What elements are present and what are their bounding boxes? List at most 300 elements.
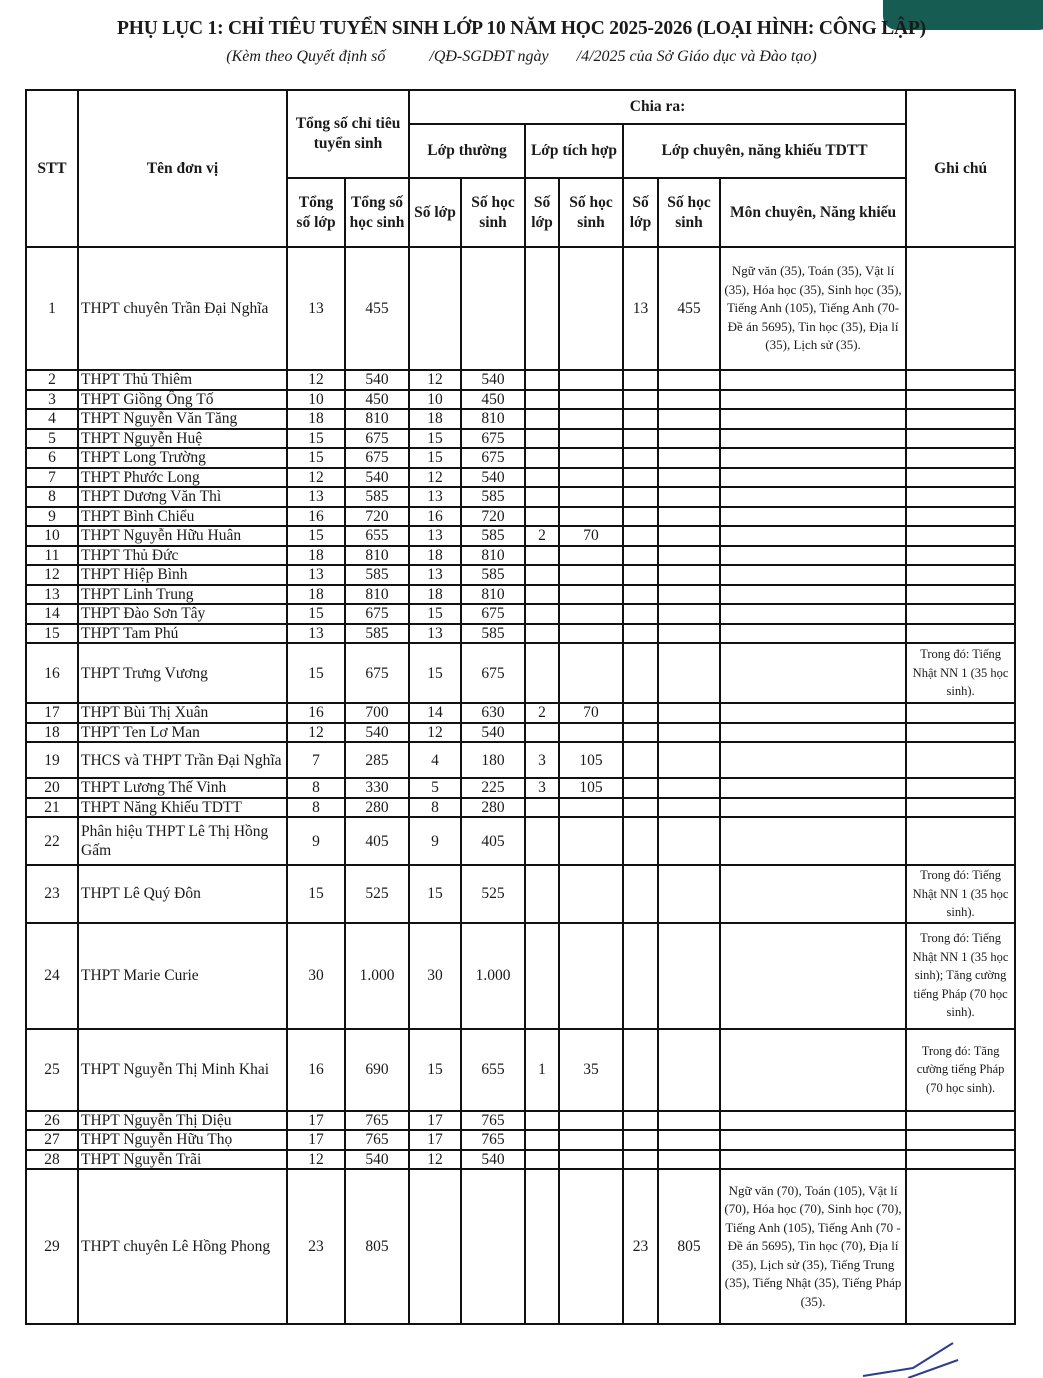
cell-stt: 10	[26, 526, 78, 546]
header-stt: STT	[26, 90, 78, 247]
cell-regular-students: 450	[461, 390, 525, 410]
cell-specialized-classes	[623, 487, 658, 507]
cell-total-students: 675	[345, 448, 409, 468]
cell-stt: 14	[26, 604, 78, 624]
cell-integrated-classes	[525, 448, 559, 468]
cell-integrated-classes	[525, 390, 559, 410]
cell-total-students: 585	[345, 624, 409, 644]
cell-unit-name: THPT Trưng Vương	[78, 643, 287, 703]
cell-stt: 21	[26, 798, 78, 818]
cell-regular-classes: 16	[409, 507, 461, 527]
cell-unit-name: THPT Nguyễn Văn Tăng	[78, 409, 287, 429]
cell-unit-name: THPT Nguyễn Thị Diệu	[78, 1111, 287, 1131]
document-title: PHỤ LỤC 1: CHỈ TIÊU TUYỂN SINH LỚP 10 NĂM HỌC 2025-2026 (LOẠI HÌNH: CÔNG LẬP)	[117, 18, 926, 39]
cell-total-students: 810	[345, 585, 409, 605]
cell-integrated-classes	[525, 865, 559, 923]
cell-unit-name: THPT chuyên Lê Hồng Phong	[78, 1169, 287, 1324]
cell-unit-name: THPT Lê Quý Đôn	[78, 865, 287, 923]
cell-total-students: 330	[345, 778, 409, 798]
cell-specialized-classes	[623, 526, 658, 546]
cell-specialized-students	[658, 723, 720, 743]
cell-integrated-students	[559, 798, 623, 818]
cell-specialized-subjects	[720, 468, 906, 488]
cell-specialized-students	[658, 604, 720, 624]
header-notes: Ghi chú	[906, 90, 1015, 247]
cell-regular-classes: 18	[409, 546, 461, 566]
cell-total-students: 455	[345, 247, 409, 370]
table-row	[26, 247, 1015, 370]
cell-regular-students: 180	[461, 742, 525, 778]
signature-mark	[853, 1338, 973, 1378]
cell-regular-classes: 12	[409, 468, 461, 488]
cell-total-students: 285	[345, 742, 409, 778]
cell-notes	[906, 390, 1015, 410]
cell-total-classes: 8	[287, 778, 345, 798]
cell-regular-classes: 18	[409, 409, 461, 429]
cell-specialized-classes	[623, 370, 658, 390]
cell-total-students: 280	[345, 798, 409, 818]
cell-integrated-students	[559, 448, 623, 468]
cell-total-classes: 13	[287, 487, 345, 507]
cell-specialized-classes	[623, 624, 658, 644]
cell-specialized-subjects	[720, 604, 906, 624]
table-row	[26, 390, 1015, 410]
cell-total-classes: 15	[287, 429, 345, 449]
cell-stt: 17	[26, 703, 78, 723]
cell-regular-students: 675	[461, 448, 525, 468]
cell-regular-students: 810	[461, 585, 525, 605]
cell-integrated-students	[559, 409, 623, 429]
cell-unit-name: THPT Tam Phú	[78, 624, 287, 644]
cell-total-classes: 30	[287, 923, 345, 1029]
cell-total-classes: 16	[287, 703, 345, 723]
cell-specialized-students	[658, 546, 720, 566]
cell-specialized-students	[658, 1150, 720, 1170]
cell-total-students: 675	[345, 643, 409, 703]
cell-total-students: 450	[345, 390, 409, 410]
cell-integrated-classes	[525, 1130, 559, 1150]
cell-regular-students	[461, 1169, 525, 1324]
cell-specialized-subjects	[720, 1150, 906, 1170]
cell-total-classes: 9	[287, 817, 345, 865]
cell-stt: 7	[26, 468, 78, 488]
cell-regular-classes: 12	[409, 1150, 461, 1170]
cell-specialized-classes	[623, 742, 658, 778]
cell-integrated-classes	[525, 370, 559, 390]
table-row	[26, 487, 1015, 507]
cell-regular-students: 810	[461, 409, 525, 429]
cell-unit-name: THPT Bùi Thị Xuân	[78, 703, 287, 723]
cell-integrated-students	[559, 1130, 623, 1150]
cell-integrated-classes	[525, 565, 559, 585]
cell-unit-name: THPT Nguyễn Hữu Thọ	[78, 1130, 287, 1150]
cell-regular-students: 630	[461, 703, 525, 723]
header-unit-name: Tên đơn vị	[78, 90, 287, 247]
cell-total-classes: 18	[287, 546, 345, 566]
cell-integrated-students	[559, 1111, 623, 1131]
cell-specialized-students	[658, 624, 720, 644]
cell-total-classes: 8	[287, 798, 345, 818]
cell-total-students: 540	[345, 370, 409, 390]
cell-total-students: 525	[345, 865, 409, 923]
cell-stt: 2	[26, 370, 78, 390]
header-specialized-classes: Số lớp	[623, 178, 658, 247]
cell-specialized-subjects: Ngữ văn (35), Toán (35), Vật lí (35), Hóa học (35), Sinh học (35), Tiếng Anh (105), Tiếng Anh (70- Đề án 5695), Tin học (35), Địa lí (35), Lịch sử (35).	[720, 247, 906, 370]
cell-regular-classes: 4	[409, 742, 461, 778]
cell-regular-students: 540	[461, 468, 525, 488]
cell-regular-classes: 17	[409, 1130, 461, 1150]
cell-specialized-classes	[623, 1150, 658, 1170]
table-row	[26, 429, 1015, 449]
cell-regular-classes: 15	[409, 604, 461, 624]
cell-specialized-subjects	[720, 865, 906, 923]
cell-stt: 5	[26, 429, 78, 449]
cell-total-students: 720	[345, 507, 409, 527]
cell-specialized-subjects	[720, 546, 906, 566]
cell-total-students: 765	[345, 1130, 409, 1150]
cell-specialized-classes	[623, 1130, 658, 1150]
header-breakdown: Chia ra:	[409, 90, 906, 124]
cell-regular-students: 675	[461, 604, 525, 624]
cell-unit-name: THPT Marie Curie	[78, 923, 287, 1029]
cell-total-classes: 23	[287, 1169, 345, 1324]
cell-notes	[906, 604, 1015, 624]
cell-regular-classes: 18	[409, 585, 461, 605]
table-row	[26, 742, 1015, 778]
cell-integrated-classes: 2	[525, 526, 559, 546]
cell-total-classes: 7	[287, 742, 345, 778]
cell-specialized-students	[658, 448, 720, 468]
cell-notes	[906, 778, 1015, 798]
cell-regular-students: 655	[461, 1029, 525, 1111]
cell-integrated-students	[559, 723, 623, 743]
cell-specialized-classes	[623, 565, 658, 585]
cell-total-classes: 16	[287, 1029, 345, 1111]
cell-total-classes: 13	[287, 247, 345, 370]
cell-stt: 1	[26, 247, 78, 370]
cell-regular-students: 675	[461, 643, 525, 703]
cell-integrated-students: 105	[559, 742, 623, 778]
cell-stt: 28	[26, 1150, 78, 1170]
cell-regular-classes: 13	[409, 487, 461, 507]
cell-stt: 16	[26, 643, 78, 703]
cell-regular-classes: 15	[409, 643, 461, 703]
cell-total-students: 540	[345, 1150, 409, 1170]
cell-regular-classes: 5	[409, 778, 461, 798]
cell-unit-name: THPT Hiệp Bình	[78, 565, 287, 585]
cell-total-classes: 15	[287, 604, 345, 624]
cell-total-classes: 12	[287, 723, 345, 743]
cell-notes	[906, 247, 1015, 370]
header-regular-classes: Số lớp	[409, 178, 461, 247]
cell-regular-classes: 30	[409, 923, 461, 1029]
cell-regular-students: 585	[461, 526, 525, 546]
cell-specialized-subjects	[720, 798, 906, 818]
cell-unit-name: THPT Ten Lơ Man	[78, 723, 287, 743]
cell-regular-students: 280	[461, 798, 525, 818]
table-row	[26, 1111, 1015, 1131]
cell-integrated-classes	[525, 468, 559, 488]
cell-unit-name: THPT Nguyễn Hữu Huân	[78, 526, 287, 546]
cell-regular-students: 525	[461, 865, 525, 923]
cell-stt: 25	[26, 1029, 78, 1111]
cell-stt: 15	[26, 624, 78, 644]
table-row	[26, 778, 1015, 798]
cell-total-classes: 13	[287, 624, 345, 644]
cell-total-classes: 15	[287, 526, 345, 546]
cell-integrated-classes	[525, 507, 559, 527]
table-row	[26, 585, 1015, 605]
cell-integrated-classes	[525, 624, 559, 644]
cell-integrated-students	[559, 604, 623, 624]
cell-total-students: 540	[345, 723, 409, 743]
table-row	[26, 1130, 1015, 1150]
table-row	[26, 865, 1015, 923]
cell-stt: 27	[26, 1130, 78, 1150]
cell-total-students: 1.000	[345, 923, 409, 1029]
cell-specialized-subjects	[720, 742, 906, 778]
cell-unit-name: THPT Nguyễn Trãi	[78, 1150, 287, 1170]
cell-notes	[906, 585, 1015, 605]
cell-integrated-classes: 2	[525, 703, 559, 723]
cell-notes	[906, 723, 1015, 743]
cell-unit-name: THPT Giồng Ông Tố	[78, 390, 287, 410]
cell-regular-classes: 15	[409, 1029, 461, 1111]
cell-regular-classes: 15	[409, 448, 461, 468]
cell-notes	[906, 1111, 1015, 1131]
cell-integrated-classes	[525, 247, 559, 370]
header-regular-students: Số học sinh	[461, 178, 525, 247]
header-total-group: Tổng số chỉ tiêu tuyển sinh	[287, 90, 409, 178]
header-integrated-students: Số học sinh	[559, 178, 623, 247]
cell-unit-name: THPT Nguyễn Thị Minh Khai	[78, 1029, 287, 1111]
cell-total-students: 805	[345, 1169, 409, 1324]
cell-total-students: 655	[345, 526, 409, 546]
header-integrated-classes: Số lớp	[525, 178, 559, 247]
cell-regular-classes: 15	[409, 865, 461, 923]
cell-specialized-students	[658, 565, 720, 585]
cell-regular-students: 225	[461, 778, 525, 798]
cell-stt: 23	[26, 865, 78, 923]
cell-specialized-classes	[623, 390, 658, 410]
table-row	[26, 526, 1015, 546]
cell-integrated-students	[559, 546, 623, 566]
cell-total-students: 675	[345, 604, 409, 624]
cell-integrated-classes	[525, 923, 559, 1029]
cell-specialized-students	[658, 429, 720, 449]
cell-total-students: 540	[345, 468, 409, 488]
cell-notes	[906, 703, 1015, 723]
cell-specialized-students	[658, 370, 720, 390]
cell-integrated-classes	[525, 1111, 559, 1131]
cell-integrated-classes	[525, 585, 559, 605]
cell-total-students: 675	[345, 429, 409, 449]
cell-specialized-students	[658, 742, 720, 778]
cell-stt: 11	[26, 546, 78, 566]
cell-specialized-subjects	[720, 923, 906, 1029]
cell-notes	[906, 1130, 1015, 1150]
cell-regular-students: 675	[461, 429, 525, 449]
cell-specialized-classes	[623, 604, 658, 624]
cell-regular-classes: 8	[409, 798, 461, 818]
cell-total-classes: 10	[287, 390, 345, 410]
cell-notes	[906, 817, 1015, 865]
cell-notes	[906, 742, 1015, 778]
table-row	[26, 1169, 1015, 1324]
cell-regular-students: 540	[461, 370, 525, 390]
cell-integrated-classes	[525, 798, 559, 818]
cell-specialized-students	[658, 585, 720, 605]
cell-unit-name: THPT Linh Trung	[78, 585, 287, 605]
cell-stt: 4	[26, 409, 78, 429]
cell-integrated-classes	[525, 1150, 559, 1170]
cell-integrated-classes: 3	[525, 778, 559, 798]
cell-total-classes: 18	[287, 585, 345, 605]
cell-specialized-subjects	[720, 703, 906, 723]
cell-specialized-classes	[623, 817, 658, 865]
header-specialized-group: Lớp chuyên, năng khiếu TDTT	[623, 124, 906, 178]
cell-integrated-students	[559, 1169, 623, 1324]
table-row	[26, 468, 1015, 488]
cell-regular-students: 765	[461, 1111, 525, 1131]
cell-regular-classes: 9	[409, 817, 461, 865]
cell-specialized-students	[658, 507, 720, 527]
cell-integrated-students	[559, 817, 623, 865]
cell-regular-classes: 15	[409, 429, 461, 449]
cell-specialized-subjects	[720, 1029, 906, 1111]
cell-integrated-classes	[525, 723, 559, 743]
cell-regular-students: 540	[461, 1150, 525, 1170]
cell-regular-students: 540	[461, 723, 525, 743]
cell-specialized-subjects	[720, 507, 906, 527]
cell-specialized-subjects	[720, 390, 906, 410]
cell-specialized-classes	[623, 865, 658, 923]
cell-integrated-students	[559, 429, 623, 449]
cell-specialized-subjects	[720, 1130, 906, 1150]
header-integrated-group: Lớp tích hợp	[525, 124, 623, 178]
cell-total-classes: 17	[287, 1111, 345, 1131]
cell-specialized-subjects	[720, 448, 906, 468]
table-row	[26, 1150, 1015, 1170]
cell-specialized-classes	[623, 409, 658, 429]
cell-specialized-classes	[623, 1111, 658, 1131]
cell-specialized-students	[658, 526, 720, 546]
enrollment-quota-table	[25, 89, 1016, 1325]
cell-total-students: 405	[345, 817, 409, 865]
cell-specialized-subjects	[720, 624, 906, 644]
cell-unit-name: THPT Bình Chiểu	[78, 507, 287, 527]
cell-unit-name: THPT Dương Văn Thì	[78, 487, 287, 507]
cell-regular-students: 585	[461, 565, 525, 585]
table-row	[26, 546, 1015, 566]
table-row	[26, 370, 1015, 390]
header-total-classes: Tổng số lớp	[287, 178, 345, 247]
cell-specialized-classes	[623, 585, 658, 605]
cell-notes	[906, 1150, 1015, 1170]
cell-notes	[906, 624, 1015, 644]
cell-integrated-students	[559, 487, 623, 507]
header-specialized-students: Số học sinh	[658, 178, 720, 247]
cell-regular-classes	[409, 1169, 461, 1324]
table-row	[26, 565, 1015, 585]
cell-total-classes: 12	[287, 370, 345, 390]
document-subtitle: (Kèm theo Quyết định số /QĐ-SGDĐT ngày /4/2025 của Sở Giáo dục và Đào tạo)	[226, 48, 817, 65]
cell-specialized-subjects	[720, 487, 906, 507]
cell-total-classes: 12	[287, 468, 345, 488]
cell-specialized-classes	[623, 429, 658, 449]
cell-notes	[906, 487, 1015, 507]
cell-unit-name: THPT Lương Thế Vinh	[78, 778, 287, 798]
cell-notes	[906, 468, 1015, 488]
cell-total-classes: 15	[287, 448, 345, 468]
cell-total-students: 700	[345, 703, 409, 723]
cell-specialized-students	[658, 778, 720, 798]
cell-integrated-students	[559, 390, 623, 410]
cell-unit-name: THPT chuyên Trần Đại Nghĩa	[78, 247, 287, 370]
cell-specialized-students: 455	[658, 247, 720, 370]
cell-specialized-classes: 23	[623, 1169, 658, 1324]
cell-integrated-classes: 3	[525, 742, 559, 778]
cell-regular-students: 585	[461, 624, 525, 644]
cell-total-classes: 16	[287, 507, 345, 527]
cell-regular-classes: 13	[409, 526, 461, 546]
cell-integrated-students	[559, 624, 623, 644]
cell-specialized-classes	[623, 468, 658, 488]
cell-unit-name: THPT Phước Long	[78, 468, 287, 488]
cell-specialized-students	[658, 817, 720, 865]
cell-total-classes: 17	[287, 1130, 345, 1150]
cell-integrated-classes: 1	[525, 1029, 559, 1111]
cell-specialized-subjects	[720, 585, 906, 605]
table-row	[26, 507, 1015, 527]
cell-notes	[906, 507, 1015, 527]
cell-total-students: 765	[345, 1111, 409, 1131]
cell-integrated-classes	[525, 817, 559, 865]
cell-stt: 8	[26, 487, 78, 507]
header-regular-group: Lớp thường	[409, 124, 525, 178]
cell-specialized-students	[658, 643, 720, 703]
cell-specialized-subjects	[720, 370, 906, 390]
cell-unit-name: THPT Năng Khiếu TDTT	[78, 798, 287, 818]
cell-integrated-classes	[525, 429, 559, 449]
cell-notes	[906, 1169, 1015, 1324]
cell-stt: 22	[26, 817, 78, 865]
cell-unit-name: THPT Đào Sơn Tây	[78, 604, 287, 624]
table-row	[26, 643, 1015, 703]
cell-specialized-students	[658, 1111, 720, 1131]
cell-notes	[906, 448, 1015, 468]
cell-specialized-subjects	[720, 1111, 906, 1131]
cell-integrated-students	[559, 247, 623, 370]
cell-stt: 9	[26, 507, 78, 527]
cell-specialized-subjects	[720, 409, 906, 429]
cell-specialized-students: 805	[658, 1169, 720, 1324]
cell-total-students: 690	[345, 1029, 409, 1111]
cell-integrated-students: 105	[559, 778, 623, 798]
cell-regular-classes: 13	[409, 565, 461, 585]
cell-specialized-subjects	[720, 565, 906, 585]
cell-specialized-students	[658, 409, 720, 429]
cell-specialized-students	[658, 703, 720, 723]
cell-integrated-students	[559, 370, 623, 390]
table-row	[26, 409, 1015, 429]
cell-integrated-classes	[525, 1169, 559, 1324]
header-specialized-subjects: Môn chuyên, Năng khiếu	[720, 178, 906, 247]
cell-integrated-classes	[525, 409, 559, 429]
cell-notes	[906, 370, 1015, 390]
cell-notes: Trong đó: Tăng cường tiếng Pháp (70 học sinh).	[906, 1029, 1015, 1111]
cell-notes: Trong đó: Tiếng Nhật NN 1 (35 học sinh).	[906, 865, 1015, 923]
